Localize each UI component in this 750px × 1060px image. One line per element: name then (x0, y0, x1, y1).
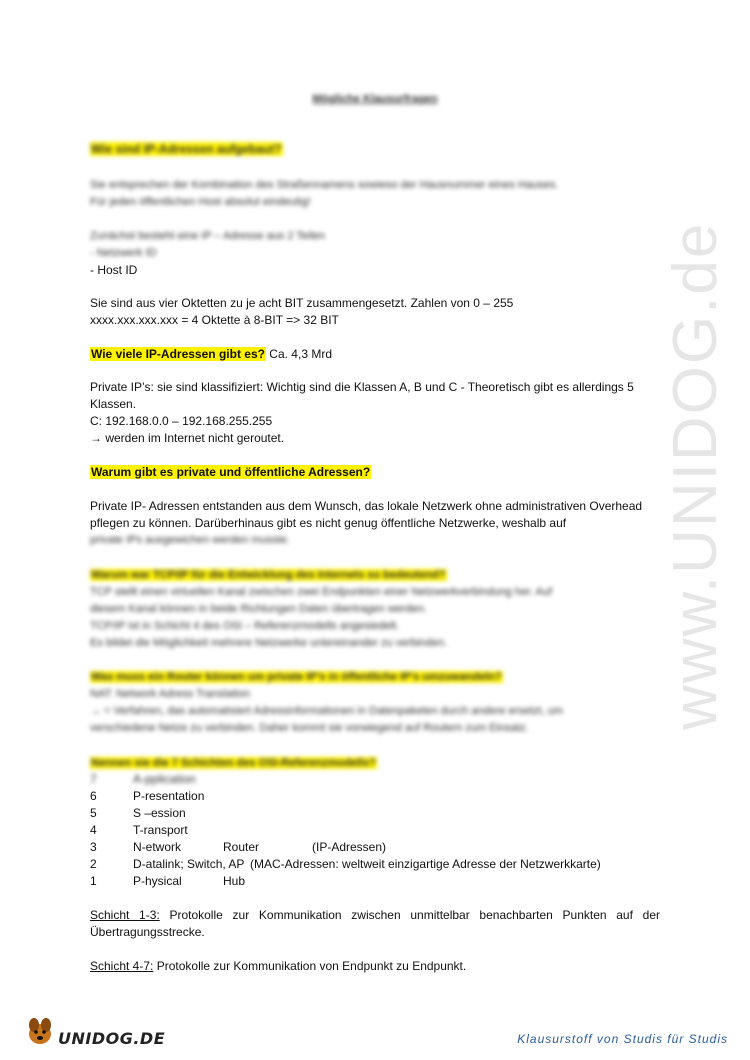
note-label: Schicht 1-3: (90, 908, 160, 922)
answer-paragraph: Private IP’s: sie sind klassifiziert: Wichtig sind die Klassen A, B und C - Theoretisch gibt es allerdings 5 Klassen. (90, 380, 634, 411)
layer-info: (IP-Adressen) (312, 840, 387, 854)
question-text: Nennen sie die 7 Schichten des OSI-Referenzmodells? (91, 757, 376, 769)
question-text: Warum gibt es private und öffentliche Adressen? (91, 465, 371, 479)
layer-number: 7 (90, 772, 97, 786)
layer-name: D-atalink; Switch, AP (133, 857, 245, 871)
note-text: Protokolle zur Kommunikation zwischen unmittelbar benachbarten Punkten auf der Übertragungsstrecke. (90, 908, 660, 939)
layer-name: N-etwork (133, 840, 182, 854)
question-text: Wie viele IP-Adressen gibt es? (91, 347, 265, 361)
question-heading (90, 464, 665, 481)
layer-number: 3 (90, 840, 97, 854)
question-text: Warum war TCP/IP für die Entwicklung des Internets so bedeutend? (91, 569, 446, 581)
answer-line: - Netzwerk ID (90, 247, 157, 259)
answer-line: Sie sind aus vier Oktetten zu je acht BIT zusammengesetzt. Zahlen von 0 – 255 (90, 296, 514, 310)
layer-name: P-resentation (133, 789, 205, 803)
layer-number: 1 (90, 874, 97, 888)
answer-line: - Host ID (90, 263, 138, 277)
note-label: Schicht 4-7: (90, 959, 154, 973)
layer-name: A-pplication (133, 772, 196, 786)
question-text: Wie sind IP-Adressen aufgebaut? (91, 142, 282, 156)
layer-name: S –ession (133, 806, 186, 820)
layer-device: Hub (223, 874, 246, 888)
question-text: Was muss ein Router können um private IP’s in öffentliche IP’s umzuwandeln? (91, 671, 502, 683)
answer-line: xxxx.xxx.xxx.xxx = 4 Oktette à 8-BIT => 32 BIT (90, 313, 339, 327)
page-title: Mögliche Klausurfragen (312, 93, 438, 105)
answer-line: Sie entsprechen der Kombination des Straßennamens sowieso der Hausnummer eines Hauses. (90, 179, 559, 191)
layer-number: 4 (90, 823, 97, 837)
watermark: www.UNIDOG.de (661, 221, 730, 730)
answer-line: diesem Kanal können in beide Richtungen Daten übertragen werden. (90, 603, 427, 615)
dog-logo-icon (22, 1012, 58, 1048)
layer-device: Router (223, 840, 260, 854)
answer-line: Für jeden öffentlichen Host absolut eindeutig! (90, 196, 311, 208)
layer-number: 2 (90, 857, 97, 871)
footer-tagline: Klausurstoff von Studis für Studis (517, 1032, 728, 1046)
layer-group-note (90, 958, 665, 975)
layer-info: (MAC-Adressen: weltweit einzigartige Adresse der Netzwerkkarte) (250, 857, 601, 871)
short-answer: Ca. 4,3 Mrd (269, 347, 332, 361)
answer-line: TCP/IP ist in Schicht 4 des OSI – Referenzmodells angesiedelt. (90, 620, 400, 632)
answer-line: → werden im Internet nicht geroutet. (90, 431, 285, 445)
note-text: Protokolle zur Kommunikation von Endpunkt zu Endpunkt. (156, 959, 467, 973)
answer-line: NAT: Network Adress Translation (90, 688, 250, 700)
answer-paragraph: Private IP- Adressen entstanden aus dem Wunsch, das lokale Netzwerk ohne administrativen Overhead pflegen zu können. Darüberhinaus gibt es nicht genug öffentliche Netzwerke, weshalb auf (90, 499, 643, 530)
question-heading (90, 566, 665, 584)
answer-line: → = Verfahren, das automatisiert Adressinformationen in Datenpaketen durch andere ersetzt, um (90, 705, 563, 717)
answer-line: private IPs ausgewichen werden musste. (90, 534, 290, 546)
layer-name: P-hysical (133, 874, 182, 888)
answer-line: Zunächst besteht eine IP – Adresse aus 2 Teilen (90, 230, 326, 242)
logo-text: UNIDOG.DE (58, 1029, 166, 1048)
question-heading (90, 668, 665, 686)
answer-line: TCP stellt einen virtuellen Kanal zwischen zwei Endpunkten einer Netzwerkverbindung her. Auf (90, 586, 553, 598)
layer-group-note (90, 907, 660, 941)
answer-line: C: 192.168.0.0 – 192.168.255.255 (90, 414, 273, 428)
question-heading (90, 141, 665, 158)
question-heading (90, 346, 665, 363)
layer-number: 6 (90, 789, 97, 803)
layer-name: T-ransport (133, 823, 188, 837)
answer-line: verschiedene Netze zu verbinden. Daher kommt sie vorwiegend auf Routern zum Einsatz. (90, 722, 529, 734)
question-heading (90, 754, 665, 772)
answer-line: Es bildet die Möglichkeit mehrere Netzwerke untereinander zu verbinden. (90, 637, 448, 649)
layer-number: 5 (90, 806, 97, 820)
